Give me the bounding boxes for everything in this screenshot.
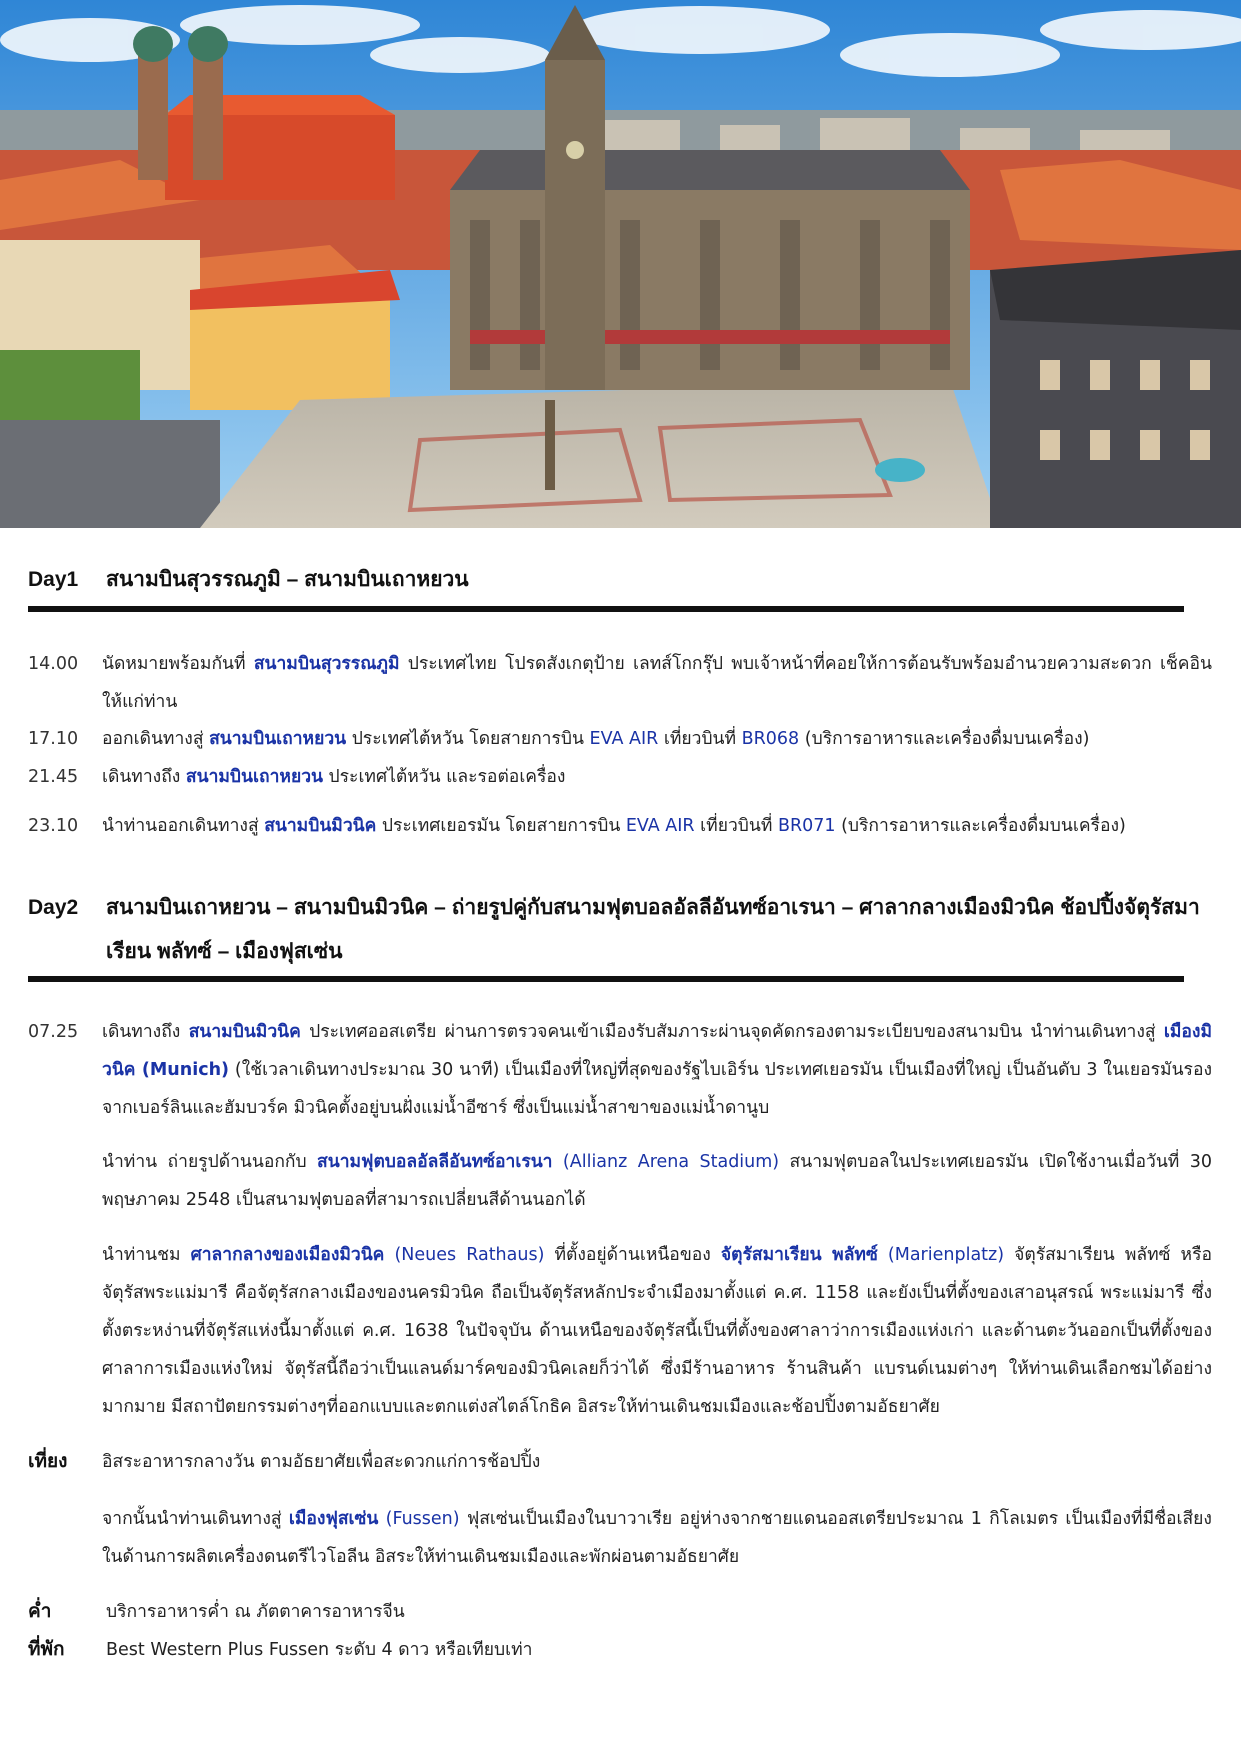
day2-divider xyxy=(28,976,1184,982)
day1-title: สนามบินสุวรรณภูมิ – สนามบินเถาหยวน xyxy=(106,568,469,591)
time: 21.45 xyxy=(28,767,79,787)
day2-para-fussen: จากนั้นนำท่านเดินทางสู่ เมืองฟุสเซ่น (Fussen) ฟุสเซ่นเป็นเมืองในบาวาเรีย อยู่ห่างจากชายแดนออสเตรียประมาณ 1 กิโลเมตร เป็นเมืองที่มีชื่อเสียงในด้านการผลิตเครื่องดนตรีไวโอลีน อิสระให้ท่านเดินชมเมืองและพักผ่อนตามอัธยาศัย xyxy=(102,1509,1212,1567)
meal-label: เที่ยง xyxy=(28,1451,68,1472)
day2-para-allianz: นำท่าน ถ่ายรูปด้านนอกกับ สนามฟุตบอลอัลลีอันทซ์อาเรนา (Allianz Arena Stadium) สนามฟุตบอลในประเทศเยอรมัน เปิดใช้งานเมื่อวันที่ 30 พฤษภาคม 2548 เป็นสนามฟุตบอลที่สามารถเปลี่ยนสีด้านนอกได้ xyxy=(102,1152,1212,1210)
day1-item-1 xyxy=(28,645,1218,721)
description: ออกเดินทางสู่ สนามบินเถาหยวน ประเทศไต้หวัน โดยสายการบิน EVA AIR เที่ยวบินที่ BR068 (บริการอาหารและเครื่องดื่มบนเครื่อง) xyxy=(102,729,1090,749)
meal-text: บริการอาหารค่ำ ณ ภัตตาคารอาหารจีน xyxy=(106,1602,405,1622)
description: นัดหมายพร้อมกันที่ สนามบินสุวรรณภูมิ ประเทศไทย โปรดสังเกตุป้าย เลทส์โกกรุ๊ป พบเจ้าหน้าที่คอยให้การต้อนรับพร้อมอำนวยความสะดวก เช็คอินให้แก่ท่าน xyxy=(102,654,1212,712)
day2-para-rathaus: นำท่านชม ศาลากลางของเมืองมิวนิค (Neues Rathaus) ที่ตั้งอยู่ด้านเหนือของ จัตุรัสมาเรียน พลัทซ์ (Marienplatz) จัตุรัสมาเรียน พลัทซ์ หรือ จัตุรัสพระแม่มารี คือจัตุรัสกลางเมืองของนครมิวนิค ถือเป็นจัตุรัสหลักประจำเมืองมาตั้งแต่ ค.ศ. 1158 และยังเป็นที่ตั้งของเสาอนุสรณ์ พระแม่มารี ซึ่งตั้งตระหง่านที่จัตุรัสแห่งนี้มาตั้งแต่ ค.ศ. 1638 ในปัจจุบัน ด้านเหนือของจัตุรัสนี้เป็นที่ตั้งของศาลาว่าการเมืองแห่งเก่า และด้านตะวันออกเป็นที่ตั้งของศาลาการเมืองแห่งใหม่ จัตุรัสนี้ถือว่าเป็นแลนด์มาร์คของมิวนิคเลยก็ว่าได้ ซึ่งมีร้านอาหาร ร้านสินค้า แบรนด์เนมต่างๆ ให้ท่านเดินเลือกชมได้อย่างมากมาย มีสถาปัตยกรรมต่างๆที่ออกแบบและตกแต่งสไตล์โกธิค อิสระให้ท่านเดินชมเมืองและช้อปปิ้งตามอัธยาศัย xyxy=(102,1245,1213,1417)
place-link: สนามบินสุวรรณภูมิ xyxy=(253,654,400,674)
time: 17.10 xyxy=(28,729,79,749)
meal-label: ค่ำ xyxy=(28,1601,52,1622)
description: นำท่านออกเดินทางสู่ สนามบินมิวนิค ประเทศเยอรมัน โดยสายการบิน EVA AIR เที่ยวบินที่ BR071 (บริการอาหารและเครื่องดื่มบนเครื่อง) xyxy=(102,816,1126,836)
meal-text: อิสระอาหารกลางวัน ตามอัธยาศัยเพื่อสะดวกแก่การช้อปปิ้ง xyxy=(102,1452,541,1472)
hotel-text: Best Western Plus Fussen ระดับ 4 ดาว หรือเทียบเท่า xyxy=(106,1640,533,1660)
day1-divider xyxy=(28,606,1184,612)
day2-title: สนามบินเถาหยวน – สนามบินมิวนิค – ถ่ายรูปคู่กับสนามฟุตบอลอัลลีอันทซ์อาเรนา – ศาลากลางเมืองมิวนิค ช้อปปิ้งจัตุรัสมาเรียน พลัทซ์ – เมืองฟุสเซ่น xyxy=(106,896,1200,963)
description: เดินทางถึง สนามบินเถาหยวน ประเทศไต้หวัน และรอต่อเครื่อง xyxy=(102,767,566,787)
hero-image xyxy=(0,0,1241,528)
hotel-label: ที่พัก xyxy=(28,1639,65,1660)
time: 14.00 xyxy=(28,654,79,674)
description: เดินทางถึง สนามบินมิวนิค ประเทศออสเตรีย ผ่านการตรวจคนเข้าเมืองรับสัมภาระผ่านจุดคัดกรองตามระเบียบของสนามบิน นำท่านเดินทางสู่ เมืองมิวนิค (Munich) (ใช้เวลาเดินทางประมาณ 30 นาที) เป็นเมืองที่ใหญ่ที่สุดของรัฐไบเอิร์น ประเทศเยอรมัน เป็นเมืองที่ใหญ่ เป็นอันดับ 3 ในเยอรมันรองจากเบอร์ลินและฮัมบวร์ค มิวนิคตั้งอยู่บนฝั่งแม่น้ำอีซาร์ ซึ่งเป็นแม่น้ำสาขาของแม่น้ำดานูบ xyxy=(102,1022,1213,1118)
time: 23.10 xyxy=(28,816,79,836)
day2-label: Day2 xyxy=(28,896,79,919)
day1-label: Day1 xyxy=(28,568,79,591)
time: 07.25 xyxy=(28,1022,79,1042)
